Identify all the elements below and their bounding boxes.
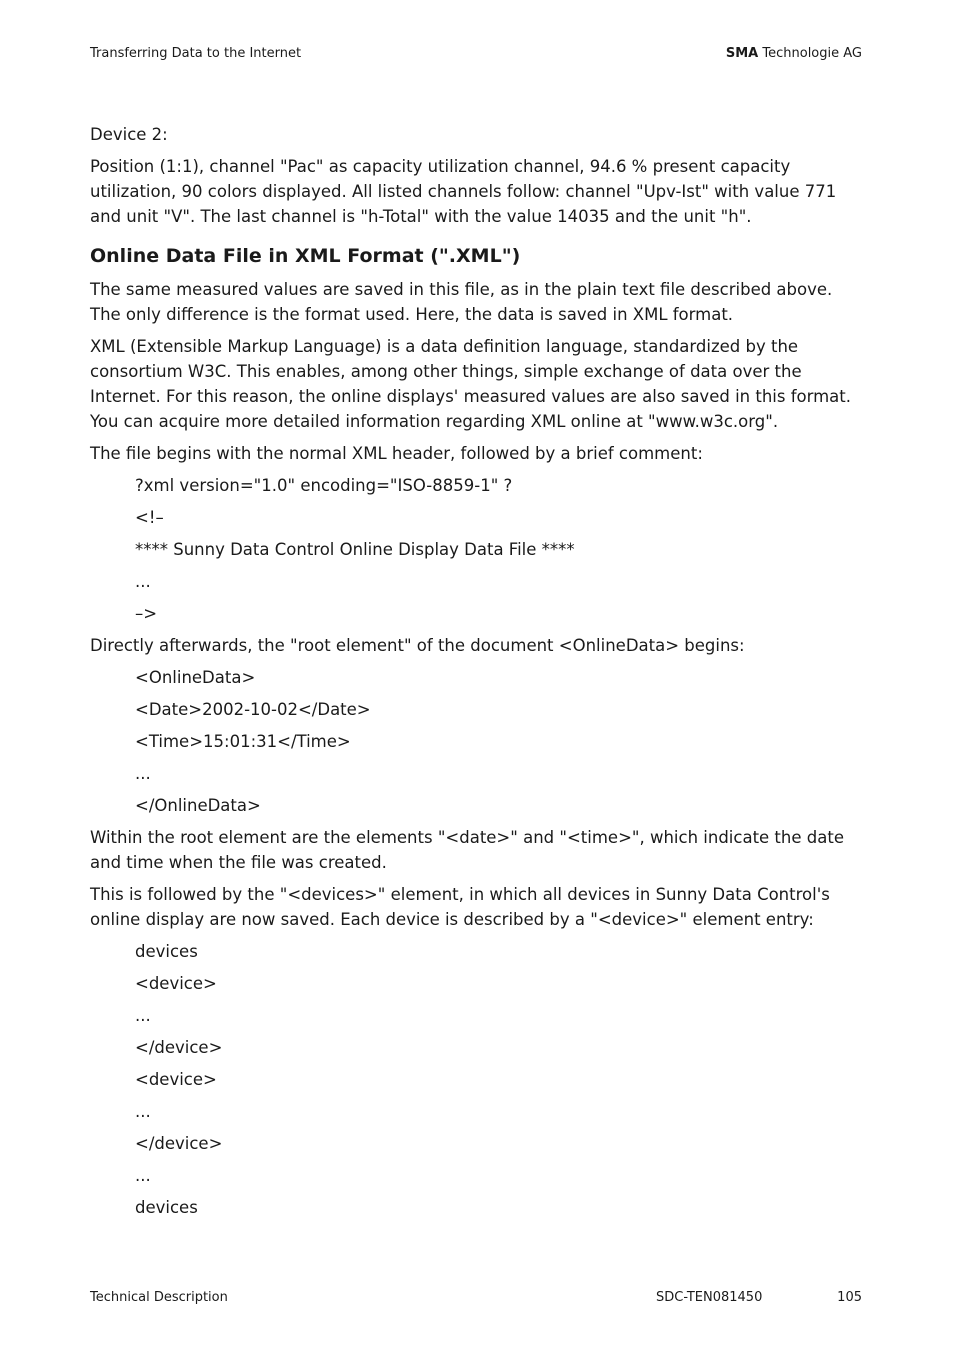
code-line: ...: [135, 764, 151, 783]
paragraph-device-2-details: Position (1:1), channel "Pac" as capacity utilization channel, 94.6 % present capacity utilization, 90 colors displayed. All listed channels follow: channel "Upv-Ist" with value 771 and unit "V". The last channel is "h-Total" with the value 14035 and the unit "h".: [90, 157, 837, 226]
code-line: </device>: [135, 1134, 223, 1153]
paragraph-xml-intro: The same measured values are saved in this file, as in the plain text file described above. The only difference is the format used. Here, the data is saved in XML format.: [90, 280, 833, 324]
paragraph-xml-definition: XML (Extensible Markup Language) is a data definition language, standardized by the consortium W3C. This enables, among other things, simple exchange of data over the Internet. For this reason, the online displays' measured values are also saved in this format. You can acquire more detailed information regarding XML online at "www.w3c.org".: [90, 337, 851, 431]
header-section-title: Transferring Data to the Internet: [90, 46, 302, 61]
header-company-rest: Technologie AG: [758, 46, 862, 61]
code-line: ...: [135, 1166, 151, 1185]
page-header: [90, 46, 862, 66]
code-line: ...: [135, 1102, 151, 1121]
header-company: [726, 46, 862, 61]
section-heading: Online Data File in XML Format (".XML"): [90, 245, 521, 267]
code-line: –>: [135, 604, 158, 623]
code-line: <!–: [135, 508, 164, 527]
code-line: ...: [135, 572, 151, 591]
code-line: <Date>2002-10-02</Date>: [135, 700, 371, 719]
code-line: devices: [135, 942, 198, 961]
code-line: <device>: [135, 1070, 217, 1089]
paragraph-device-2: Device 2:: [90, 125, 168, 144]
code-line: </device>: [135, 1038, 223, 1057]
code-line: </OnlineData>: [135, 796, 261, 815]
code-line: ?xml version="1.0" encoding="ISO-8859-1" ?: [135, 476, 513, 495]
code-line: ...: [135, 1006, 151, 1025]
code-line: <Time>15:01:31</Time>: [135, 732, 351, 751]
code-line: devices: [135, 1198, 198, 1217]
page-number: 105: [837, 1290, 862, 1305]
footer-doc-title: Technical Description: [90, 1290, 228, 1305]
paragraph-root-element: Directly afterwards, the "root element" of the document <OnlineData> begins:: [90, 636, 745, 655]
page-content: [90, 122, 862, 1227]
footer-doc-id: SDC-TEN081450: [656, 1290, 763, 1305]
header-brand: SMA: [725, 46, 759, 61]
paragraph-devices: This is followed by the "<devices>" element, in which all devices in Sunny Data Control's online display are now saved. Each device is described by a "<device>" element entry:: [90, 885, 830, 929]
code-line: <OnlineData>: [135, 668, 256, 687]
paragraph-file-begins: The file begins with the normal XML header, followed by a brief comment:: [90, 444, 703, 463]
code-line: <device>: [135, 974, 217, 993]
page-footer: [90, 1290, 862, 1310]
paragraph-date-time: Within the root element are the elements "<date>" and "<time>", which indicate the date and time when the file was created.: [90, 828, 844, 872]
code-line: **** Sunny Data Control Online Display Data File ****: [135, 540, 575, 559]
